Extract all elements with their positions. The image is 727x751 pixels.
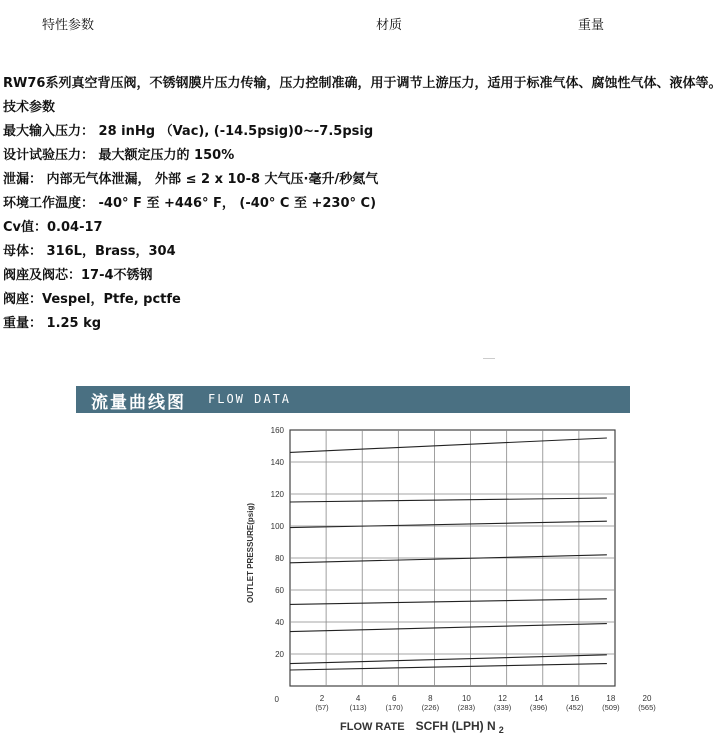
x-tick-label: 20 xyxy=(642,694,652,703)
series-line xyxy=(290,624,607,632)
y-tick-label: 60 xyxy=(275,586,284,595)
spec-seat: 阀座：Vespel，Ptfe, pctfe xyxy=(3,292,181,307)
spec-max-input-pressure: 最大输入压力： 28 inHg （Vac), (-14.5psig)0~-7.5psig xyxy=(3,124,374,139)
series-line xyxy=(290,655,607,664)
chart-grid xyxy=(290,430,615,686)
spec-body: 母体： 316L，Brass，304 xyxy=(3,244,176,259)
y-axis-label: OUTLET PRESSURE(psig) xyxy=(246,502,255,604)
y-tick-label: 20 xyxy=(275,650,284,659)
specs-heading: 技术参数 xyxy=(3,100,56,115)
x-tick-label: 10 xyxy=(461,694,471,703)
x-tick-label-lph: (226) xyxy=(421,703,440,712)
x-tick-label-lph: (339) xyxy=(493,703,512,712)
banner-title-en: FLOW DATA xyxy=(208,392,292,406)
y-tick-label: 0 xyxy=(274,695,279,704)
spec-weight: 重量： 1.25 kg xyxy=(3,316,102,331)
x-tick-label: 8 xyxy=(428,694,433,703)
x-tick-label-lph: (113) xyxy=(349,703,367,712)
y-tick-label: 140 xyxy=(270,458,284,467)
y-tick-label: 80 xyxy=(275,554,284,563)
x-tick-label: 2 xyxy=(319,694,325,703)
banner-title-zh: 流量曲线图 xyxy=(91,393,186,413)
x-axis-label-unit: SCFH (LPH) N xyxy=(415,719,496,733)
chart-series xyxy=(290,438,607,670)
series-line xyxy=(290,521,607,527)
y-tick-label: 160 xyxy=(270,426,284,435)
x-tick-label: 4 xyxy=(355,694,361,703)
x-axis-label-sub: 2 xyxy=(498,725,504,735)
spec-seat-core: 阀座及阀芯：17-4不锈钢 xyxy=(3,268,153,283)
x-tick-label-lph: (509) xyxy=(602,703,620,712)
x-axis-label-main: FLOW RATE xyxy=(340,721,405,733)
x-tick-label-lph: (170) xyxy=(385,703,403,712)
series-line xyxy=(290,664,607,670)
x-tick-label-lph: (57) xyxy=(315,703,329,712)
spec-leakage: 泄漏： 内部无气体泄漏， 外部 ≤ 2 x 10-8 大气压·毫升/秒氦气 xyxy=(3,172,379,187)
spec-test-pressure: 设计试验压力： 最大额定压力的 150% xyxy=(3,148,235,163)
spec-cv: Cv值：0.04-17 xyxy=(3,220,103,235)
x-tick-label-lph: (283) xyxy=(457,703,476,712)
x-tick-labels xyxy=(315,694,656,712)
y-tick-label: 120 xyxy=(270,490,284,499)
x-tick-label-lph: (452) xyxy=(566,703,584,712)
x-tick-label: 6 xyxy=(391,694,397,703)
y-tick-label: 40 xyxy=(275,618,284,627)
series-line xyxy=(290,555,607,563)
series-line xyxy=(290,438,607,452)
tab-weight[interactable]: 重量 xyxy=(578,18,605,33)
tab-material[interactable]: 材质 xyxy=(376,18,403,33)
x-tick-label-lph: (396) xyxy=(529,703,548,712)
y-tick-labels xyxy=(271,426,285,704)
x-tick-label: 14 xyxy=(534,694,544,703)
tab-properties[interactable]: 特性参数 xyxy=(42,18,95,33)
x-tick-label: 18 xyxy=(606,694,616,703)
x-axis-label xyxy=(340,719,504,735)
x-tick-label: 16 xyxy=(570,694,580,703)
series-line xyxy=(290,498,607,502)
series-line xyxy=(290,599,607,605)
spec-temperature: 环境工作温度： -40° F 至 +446° F， (-40° C 至 +230° C) xyxy=(3,196,377,211)
x-tick-label-lph: (565) xyxy=(638,703,656,712)
x-tick-label: 12 xyxy=(498,694,508,703)
y-tick-label: 100 xyxy=(270,522,284,531)
intro-text: RW76系列真空背压阀，不锈钢膜片压力传输，压力控制准确，用于调节上游压力，适用于标准气体、腐蚀性气体、液体等。 xyxy=(3,76,722,91)
